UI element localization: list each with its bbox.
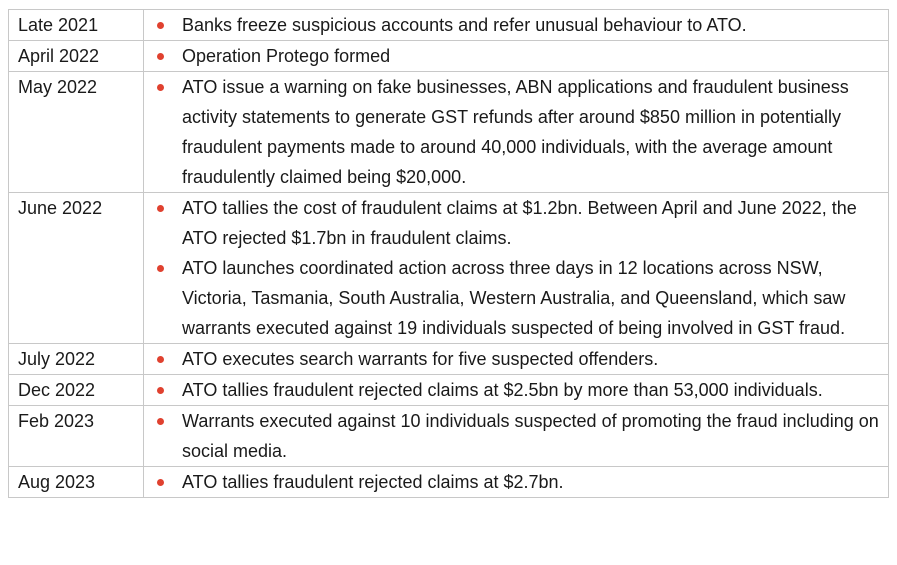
event-list bbox=[144, 193, 884, 343]
bullet-icon bbox=[157, 205, 164, 212]
event-item bbox=[144, 344, 884, 374]
timeline-row bbox=[9, 467, 889, 498]
event-list bbox=[144, 375, 884, 405]
bullet-icon bbox=[157, 387, 164, 394]
row-date: Feb 2023 bbox=[9, 406, 144, 467]
event-list bbox=[144, 406, 884, 466]
event-text: Warrants executed against 10 individuals suspected of promoting the fraud including on social media. bbox=[182, 411, 879, 461]
bullet-icon bbox=[157, 84, 164, 91]
timeline-row bbox=[9, 193, 889, 344]
row-events bbox=[144, 41, 889, 72]
row-events bbox=[144, 406, 889, 467]
timeline-table bbox=[8, 9, 889, 498]
bullet-icon bbox=[157, 53, 164, 60]
event-item bbox=[144, 375, 884, 405]
timeline-row bbox=[9, 375, 889, 406]
bullet-icon bbox=[157, 265, 164, 272]
row-events bbox=[144, 467, 889, 498]
bullet-icon bbox=[157, 418, 164, 425]
event-list bbox=[144, 10, 884, 40]
row-events bbox=[144, 72, 889, 193]
timeline-row bbox=[9, 41, 889, 72]
event-item bbox=[144, 467, 884, 497]
event-text: ATO launches coordinated action across three days in 12 locations across NSW, Victoria, Tasmania, South Australia, Western Australia, and Queensland, which saw warrants executed against 19 individuals suspected of being involved in GST fraud. bbox=[182, 258, 846, 338]
timeline-row bbox=[9, 10, 889, 41]
event-list bbox=[144, 41, 884, 71]
event-list bbox=[144, 72, 884, 192]
row-events bbox=[144, 193, 889, 344]
event-item bbox=[144, 10, 884, 40]
event-text: ATO tallies fraudulent rejected claims at $2.7bn. bbox=[182, 472, 564, 492]
row-events bbox=[144, 344, 889, 375]
event-item bbox=[144, 406, 884, 466]
event-item bbox=[144, 193, 884, 253]
row-date: Dec 2022 bbox=[9, 375, 144, 406]
event-text: ATO tallies the cost of fraudulent claims at $1.2bn. Between April and June 2022, the ATO rejected $1.7bn in fraudulent claims. bbox=[182, 198, 857, 248]
event-text: ATO tallies fraudulent rejected claims at $2.5bn by more than 53,000 individuals. bbox=[182, 380, 823, 400]
bullet-icon bbox=[157, 479, 164, 486]
event-list bbox=[144, 467, 884, 497]
timeline-row bbox=[9, 344, 889, 375]
timeline-body bbox=[9, 10, 889, 498]
event-text: Operation Protego formed bbox=[182, 46, 391, 66]
row-events bbox=[144, 375, 889, 406]
event-list bbox=[144, 344, 884, 374]
timeline-row bbox=[9, 72, 889, 193]
row-date: July 2022 bbox=[9, 344, 144, 375]
timeline-row bbox=[9, 406, 889, 467]
event-item bbox=[144, 72, 884, 192]
event-item bbox=[144, 41, 884, 71]
row-date: June 2022 bbox=[9, 193, 144, 344]
row-date: Late 2021 bbox=[9, 10, 144, 41]
row-date: April 2022 bbox=[9, 41, 144, 72]
row-date: Aug 2023 bbox=[9, 467, 144, 498]
event-text: ATO issue a warning on fake businesses, ABN applications and fraudulent business activity statements to generate GST refunds after around $850 million in potentially fraudulent payments made to around 40,000 individuals, with the average amount fraudulently claimed being $20,000. bbox=[182, 77, 849, 187]
event-item bbox=[144, 253, 884, 343]
row-events bbox=[144, 10, 889, 41]
event-text: Banks freeze suspicious accounts and refer unusual behaviour to ATO. bbox=[182, 15, 747, 35]
event-text: ATO executes search warrants for five suspected offenders. bbox=[182, 349, 659, 369]
bullet-icon bbox=[157, 356, 164, 363]
bullet-icon bbox=[157, 22, 164, 29]
row-date: May 2022 bbox=[9, 72, 144, 193]
